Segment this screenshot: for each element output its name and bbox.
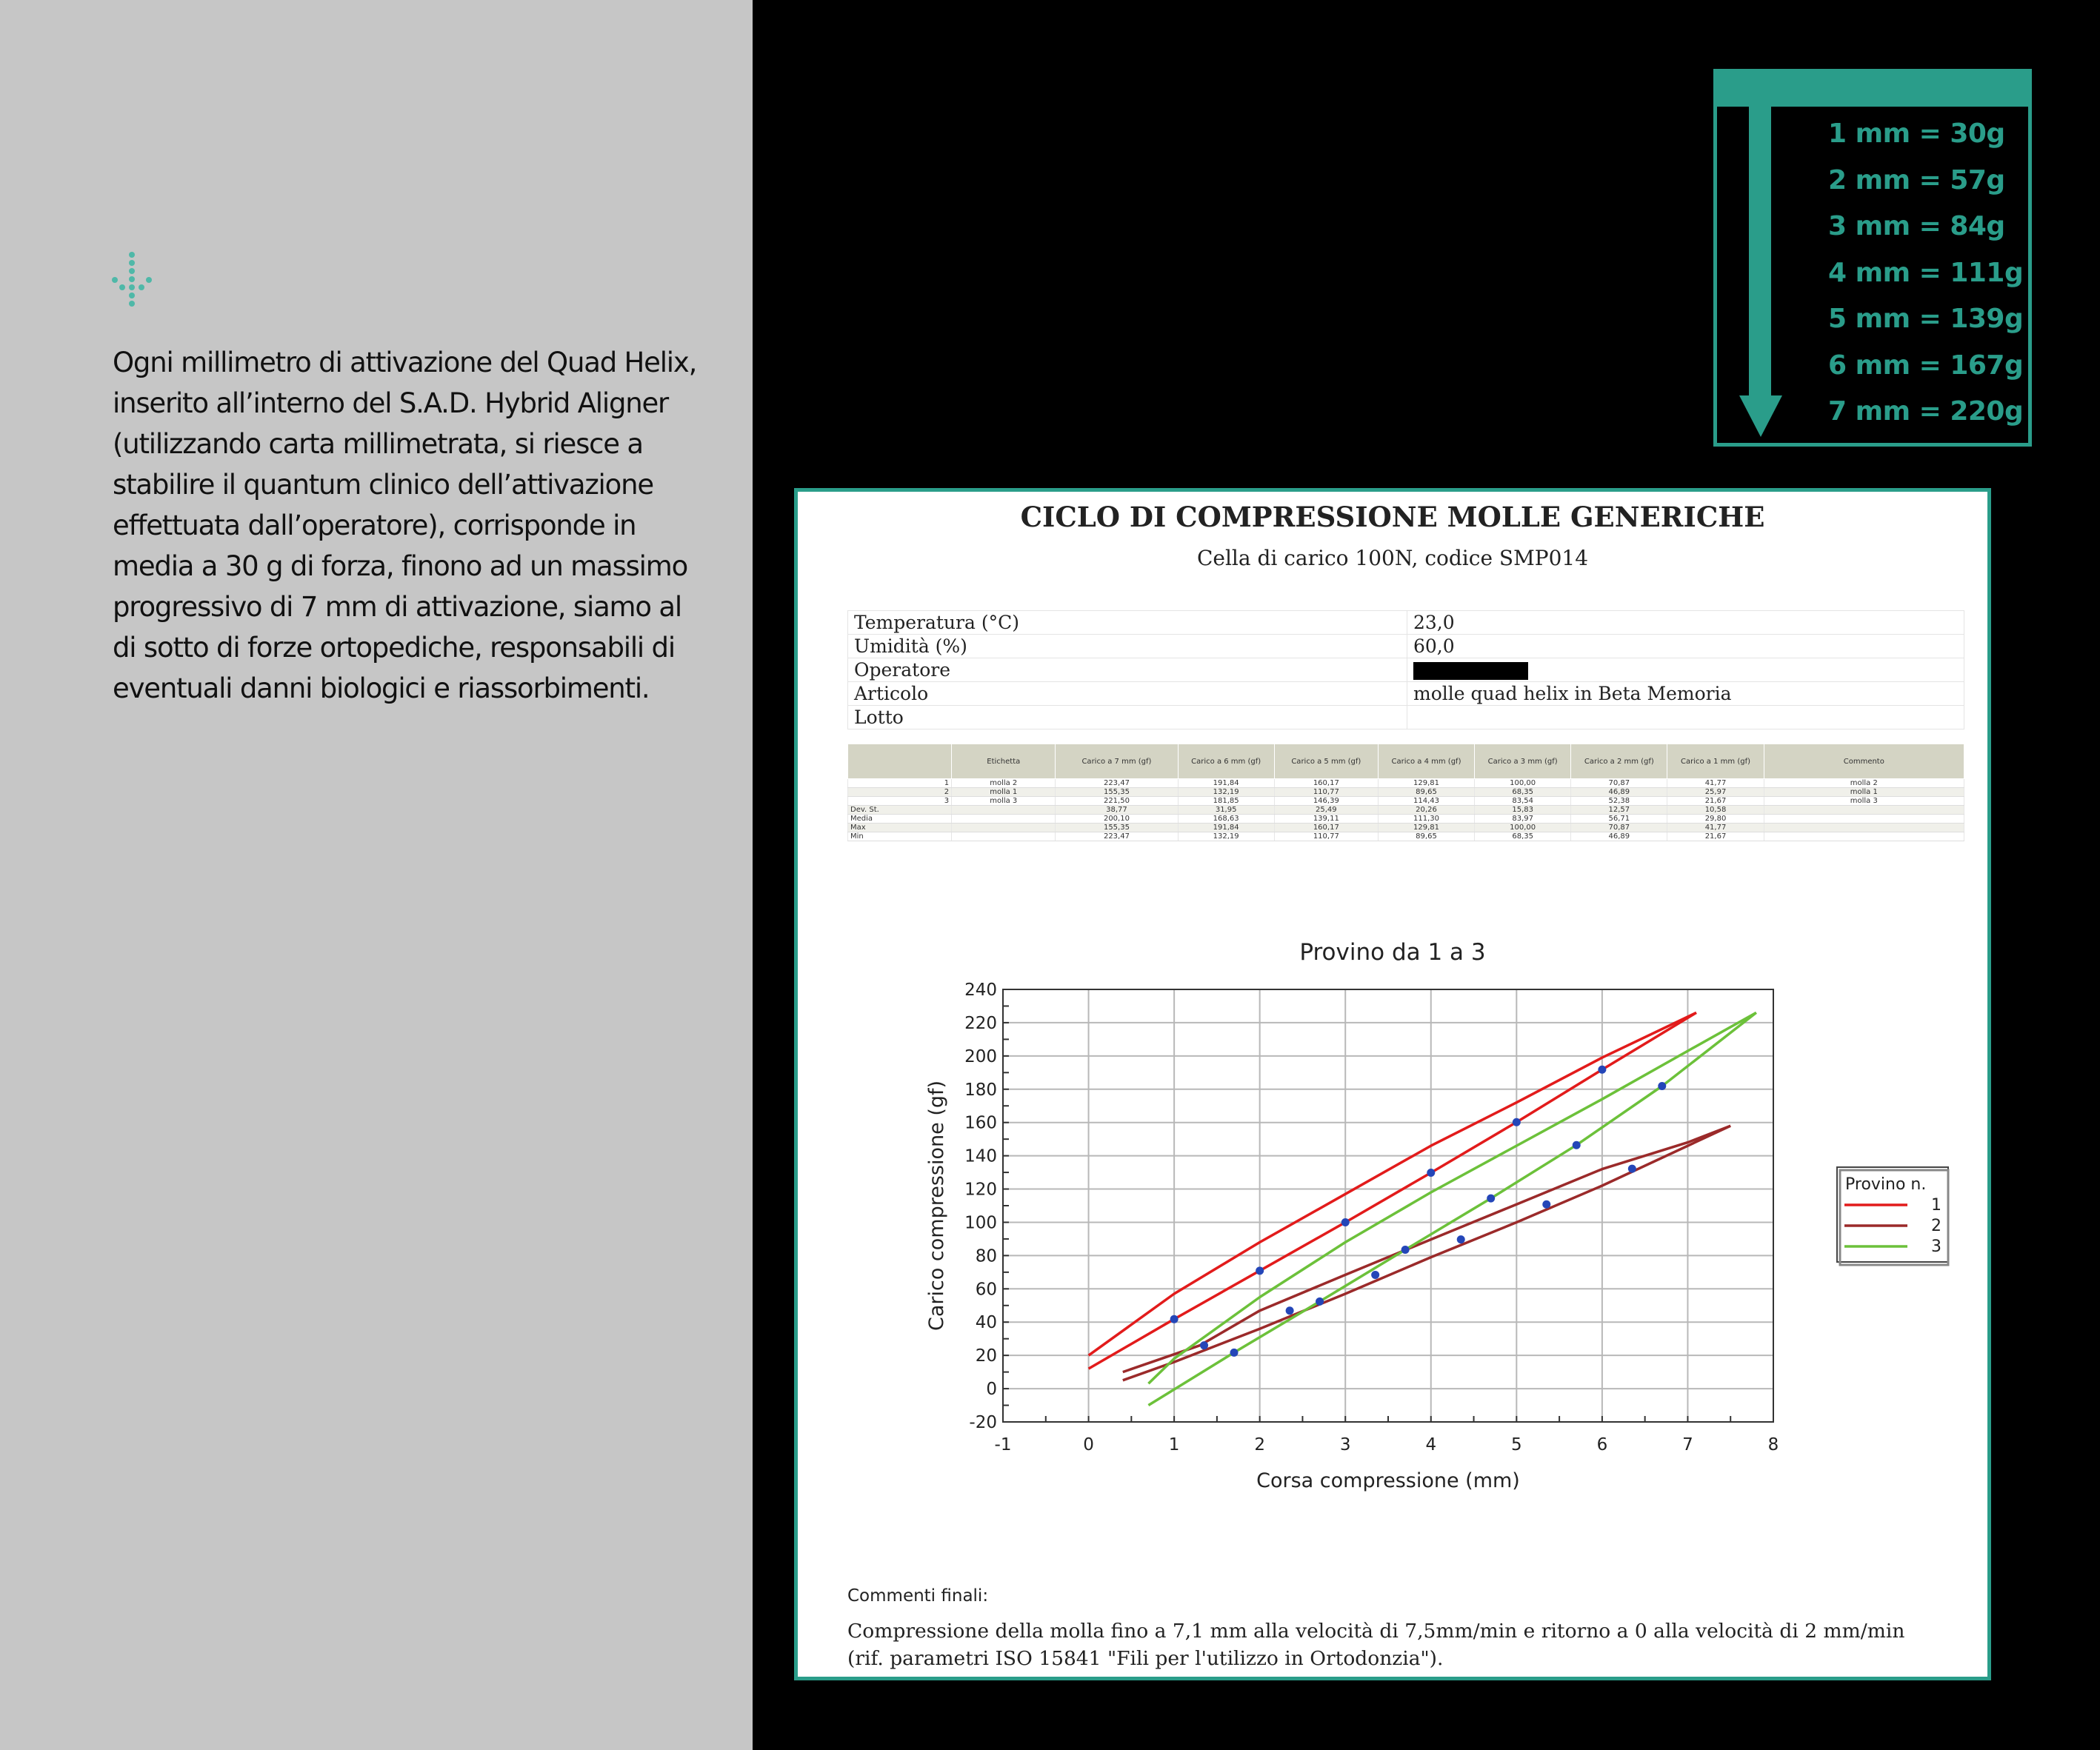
table-cell: 70,87 — [1571, 779, 1667, 788]
y-tick-label: 120 — [964, 1180, 997, 1200]
table-cell: molla 3 — [1764, 797, 1964, 806]
table-cell: 83,97 — [1475, 815, 1571, 824]
info-row — [848, 611, 1964, 635]
scale-item: 1 mm = 30g — [1828, 118, 2005, 149]
table-cell: molla 3 — [952, 797, 1056, 806]
table-row — [848, 788, 1964, 797]
info-value — [1407, 706, 1964, 729]
y-tick-label: 40 — [975, 1313, 997, 1333]
table-header: Carico a 5 mm (gf) — [1274, 744, 1378, 779]
data-point — [1170, 1315, 1179, 1323]
table-cell: 139,11 — [1274, 815, 1378, 824]
table-header: Carico a 4 mm (gf) — [1378, 744, 1474, 779]
y-tick-label: 160 — [964, 1113, 997, 1133]
table-cell: 129,81 — [1378, 779, 1474, 788]
data-point — [1487, 1195, 1495, 1203]
table-cell: 114,43 — [1378, 797, 1474, 806]
table-cell: molla 1 — [1764, 788, 1964, 797]
table-cell: 68,35 — [1475, 788, 1571, 797]
table-header: Carico a 1 mm (gf) — [1667, 744, 1764, 779]
table-cell — [1764, 832, 1964, 841]
x-tick-label: 8 — [1767, 1435, 1779, 1455]
scale-item: 3 mm = 84g — [1828, 211, 2005, 241]
table-cell: 100,00 — [1475, 779, 1571, 788]
load-results-table — [847, 744, 1964, 841]
data-point — [1427, 1169, 1435, 1177]
info-key: Umidità (%) — [848, 635, 1407, 658]
data-point — [1628, 1165, 1636, 1173]
table-cell: Max — [848, 824, 952, 832]
table-cell: 191,84 — [1178, 824, 1274, 832]
y-tick-label: 180 — [964, 1080, 997, 1100]
table-cell: 155,35 — [1056, 788, 1178, 797]
table-cell: 200,10 — [1056, 815, 1178, 824]
redacted-operator — [1413, 662, 1528, 680]
table-header: Carico a 6 mm (gf) — [1178, 744, 1274, 779]
table-cell: 111,30 — [1378, 815, 1474, 824]
left-panel — [0, 0, 753, 1750]
info-value: 60,0 — [1407, 635, 1964, 658]
data-point — [1316, 1298, 1324, 1306]
table-cell: 132,19 — [1178, 832, 1274, 841]
info-key: Operatore — [848, 658, 1407, 682]
activation-scale-legend — [1713, 69, 2032, 447]
table-cell: 1 — [848, 779, 952, 788]
table-cell: 181,85 — [1178, 797, 1274, 806]
info-key: Articolo — [848, 682, 1407, 706]
table-cell: 223,47 — [1056, 832, 1178, 841]
y-tick-label: 60 — [975, 1280, 997, 1300]
table-cell: 155,35 — [1056, 824, 1178, 832]
table-row — [848, 832, 1964, 841]
table-header: Commento — [1764, 744, 1964, 779]
x-tick-label: 3 — [1339, 1435, 1351, 1455]
x-tick-label: 2 — [1254, 1435, 1265, 1455]
info-value — [1407, 658, 1964, 682]
y-tick-label: 20 — [975, 1346, 997, 1366]
table-cell — [952, 806, 1056, 815]
info-key: Lotto — [848, 706, 1407, 729]
data-point — [1371, 1271, 1379, 1279]
table-cell: 89,65 — [1378, 832, 1474, 841]
legend-title: Provino n. — [1845, 1175, 1927, 1194]
table-cell: 160,17 — [1274, 824, 1378, 832]
scale-item: 7 mm = 220g — [1828, 396, 2024, 427]
table-cell: Min — [848, 832, 952, 841]
report-title: CICLO DI COMPRESSIONE MOLLE GENERICHE — [1020, 501, 1765, 533]
plot-area — [1003, 989, 1773, 1422]
y-tick-label: 80 — [975, 1246, 997, 1266]
y-tick-label: 100 — [964, 1213, 997, 1233]
data-point — [1341, 1218, 1350, 1226]
legend-entry: 1 — [1931, 1196, 1941, 1215]
data-point — [1658, 1082, 1666, 1090]
table-cell: 168,63 — [1178, 815, 1274, 824]
test-report — [794, 488, 1991, 1680]
table-cell: 15,83 — [1475, 806, 1571, 815]
conditions-table — [847, 610, 1964, 729]
table-cell: 21,67 — [1667, 832, 1764, 841]
final-comments-label: Commenti finali: — [847, 1586, 989, 1606]
data-point — [1230, 1349, 1239, 1357]
table-cell: Media — [848, 815, 952, 824]
legend-entry: 3 — [1931, 1238, 1941, 1256]
x-tick-label: 1 — [1168, 1435, 1180, 1455]
table-cell: 129,81 — [1378, 824, 1474, 832]
table-cell: 223,47 — [1056, 779, 1178, 788]
final-comment-line: Compressione della molla fino a 7,1 mm alla velocità di 7,5mm/min e ritorno a 0 alla velocità di 2 mm/min — [847, 1620, 1905, 1643]
table-row — [848, 824, 1964, 832]
table-cell: 25,49 — [1274, 806, 1378, 815]
chart-legend — [1837, 1167, 1948, 1265]
data-point — [1573, 1141, 1581, 1149]
table-cell: 70,87 — [1571, 824, 1667, 832]
table-cell: Dev. St. — [848, 806, 952, 815]
x-tick-label: 7 — [1682, 1435, 1693, 1455]
table-cell: 46,89 — [1571, 832, 1667, 841]
data-point — [1598, 1066, 1606, 1074]
arrow-down-icon — [1739, 395, 1782, 437]
data-point — [1513, 1118, 1521, 1126]
final-comments-text — [847, 1617, 1981, 1672]
intro-line: progressivo di 7 mm di attivazione, siamo al — [113, 591, 681, 623]
x-tick-label: 4 — [1425, 1435, 1437, 1455]
table-cell: 52,38 — [1571, 797, 1667, 806]
table-cell: 29,80 — [1667, 815, 1764, 824]
data-point — [1457, 1235, 1465, 1243]
table-cell: 20,26 — [1378, 806, 1474, 815]
table-cell: 25,97 — [1667, 788, 1764, 797]
intro-line: inserito all’interno del S.A.D. Hybrid Aligner — [113, 387, 669, 419]
info-value: 23,0 — [1407, 611, 1964, 635]
info-row — [848, 706, 1964, 729]
table-cell: 3 — [848, 797, 952, 806]
table-cell: 10,58 — [1667, 806, 1764, 815]
y-tick-label: 0 — [986, 1380, 997, 1400]
dotted-arrow-icon — [111, 250, 153, 310]
table-cell — [952, 815, 1056, 824]
intro-paragraph — [113, 342, 720, 709]
y-axis-label: Carico compressione (gf) — [925, 1080, 948, 1332]
y-tick-label: 240 — [964, 981, 997, 1000]
data-point — [1286, 1306, 1294, 1315]
y-tick-label: 220 — [964, 1013, 997, 1033]
report-subtitle: Cella di carico 100N, codice SMP014 — [1196, 546, 1589, 570]
table-header: Carico a 2 mm (gf) — [1571, 744, 1667, 779]
table-cell: 46,89 — [1571, 788, 1667, 797]
table-cell — [1764, 815, 1964, 824]
table-header: Carico a 7 mm (gf) — [1056, 744, 1178, 779]
x-tick-label: 5 — [1511, 1435, 1522, 1455]
data-point — [1401, 1246, 1410, 1254]
compression-chart — [798, 906, 1987, 1573]
legend-entry: 2 — [1931, 1217, 1941, 1235]
table-row — [848, 779, 1964, 788]
scale-item: 4 mm = 111g — [1828, 257, 2024, 288]
table-cell: 41,77 — [1667, 779, 1764, 788]
final-comment-line: (rif. parametri ISO 15841 "Fili per l'utilizzo in Ortodonzia"). — [847, 1647, 1444, 1670]
table-cell: 191,84 — [1178, 779, 1274, 788]
data-point — [1256, 1266, 1264, 1275]
table-cell: 41,77 — [1667, 824, 1764, 832]
table-row — [848, 797, 1964, 806]
table-cell: 160,17 — [1274, 779, 1378, 788]
table-cell: 38,77 — [1056, 806, 1178, 815]
y-tick-label: -20 — [969, 1413, 997, 1432]
table-cell: molla 2 — [952, 779, 1056, 788]
scale-top-bar — [1717, 73, 2028, 107]
y-tick-label: 140 — [964, 1146, 997, 1166]
info-row — [848, 658, 1964, 682]
table-cell: 146,39 — [1274, 797, 1378, 806]
table-cell: 132,19 — [1178, 788, 1274, 797]
table-cell: 56,71 — [1571, 815, 1667, 824]
x-tick-label: 0 — [1083, 1435, 1094, 1455]
info-row — [848, 682, 1964, 706]
table-cell: 221,50 — [1056, 797, 1178, 806]
table-row — [848, 806, 1964, 815]
intro-line: stabilire il quantum clinico dell’attivazione — [113, 469, 653, 501]
intro-line: (utilizzando carta millimetrata, si riesce a — [113, 428, 643, 460]
table-header: Carico a 3 mm (gf) — [1475, 744, 1571, 779]
x-tick-label: -1 — [994, 1435, 1012, 1455]
intro-line: effettuata dall’operatore), corrisponde in — [113, 510, 636, 541]
info-row — [848, 635, 1964, 658]
table-cell: 68,35 — [1475, 832, 1571, 841]
chart-title: Provino da 1 a 3 — [1299, 939, 1486, 966]
scale-item: 5 mm = 139g — [1828, 304, 2024, 334]
table-cell: molla 2 — [1764, 779, 1964, 788]
table-cell: 2 — [848, 788, 952, 797]
table-cell: 31,95 — [1178, 806, 1274, 815]
table-cell: 21,67 — [1667, 797, 1764, 806]
intro-line: media a 30 g di forza, finono ad un massimo — [113, 550, 688, 582]
table-cell — [1764, 806, 1964, 815]
intro-line: Ogni millimetro di attivazione del Quad Helix, — [113, 347, 697, 378]
info-value: molle quad helix in Beta Memoria — [1407, 682, 1964, 706]
scale-list — [1828, 111, 2023, 435]
x-tick-label: 6 — [1596, 1435, 1608, 1455]
intro-line: di sotto di forze ortopediche, responsabili di — [113, 632, 675, 664]
x-axis-label: Corsa compressione (mm) — [1256, 1469, 1520, 1492]
table-header: Etichetta — [952, 744, 1056, 779]
table-header — [848, 744, 952, 779]
table-cell — [952, 824, 1056, 832]
table-cell: 12,57 — [1571, 806, 1667, 815]
table-cell: 100,00 — [1475, 824, 1571, 832]
table-cell — [1764, 824, 1964, 832]
intro-line: eventuali danni biologici e riassorbimenti. — [113, 672, 650, 704]
scale-item: 2 mm = 57g — [1828, 164, 2005, 196]
scale-item: 6 mm = 167g — [1828, 350, 2024, 381]
table-cell: molla 1 — [952, 788, 1056, 797]
scale-arrow-stem — [1749, 107, 1771, 395]
table-cell: 89,65 — [1378, 788, 1474, 797]
table-row — [848, 815, 1964, 824]
table-cell: 83,54 — [1475, 797, 1571, 806]
table-cell — [952, 832, 1056, 841]
data-point — [1200, 1341, 1208, 1349]
data-point — [1542, 1200, 1550, 1209]
y-tick-label: 200 — [964, 1046, 997, 1066]
table-cell: 110,77 — [1274, 788, 1378, 797]
info-key: Temperatura (°C) — [848, 611, 1407, 635]
table-cell: 110,77 — [1274, 832, 1378, 841]
